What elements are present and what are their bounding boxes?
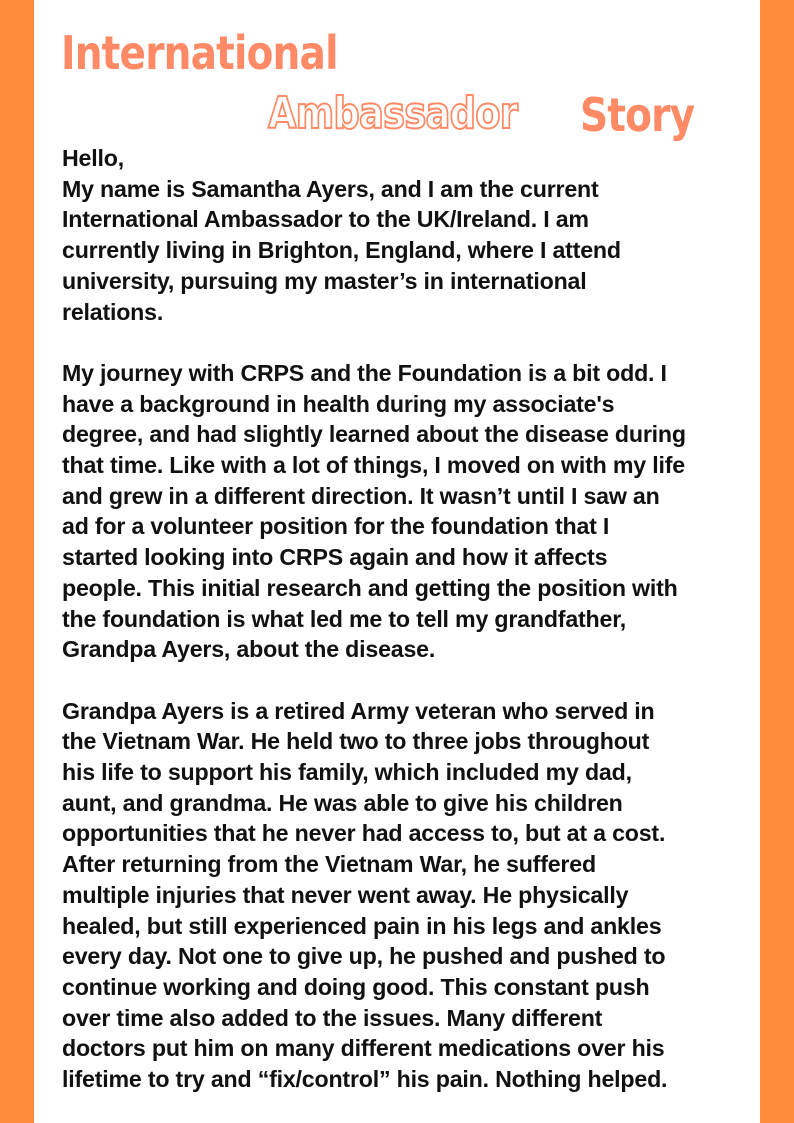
paragraph-journey [62,358,752,665]
text-line: the foundation is what led me to tell my grandfather, [62,605,626,632]
text-line: aunt, and grandma. He was able to give his children [62,789,623,816]
text-line: After returning from the Vietnam War, he suffered [62,851,596,878]
text-line: every day. Not one to give up, he pushed and pushed to [62,943,666,970]
title-ambassador: Ambassador [268,88,518,139]
left-accent-bar [0,0,34,1123]
text-line: over time also added to the issues. Many different [62,1004,603,1031]
title-ambassador-wrapper [268,88,565,139]
text-line: degree, and had slightly learned about the disease during [62,421,686,448]
right-accent-bar [760,0,794,1123]
text-line: relations. [62,298,164,325]
paragraph-spacer [62,327,752,358]
text-line: multiple injuries that never went away. He physically [62,881,629,908]
text-line: started looking into CRPS again and how it affects [62,544,608,571]
text-line: currently living in Brighton, England, where I attend [62,237,621,264]
paragraph-intro [62,143,752,327]
text-line: International Ambassador to the UK/Ireland. I am [62,206,589,233]
text-line: My journey with CRPS and the Foundation is a bit odd. I [62,359,667,386]
text-line: ad for a volunteer position for the foundation that I [62,513,610,540]
text-line: have a background in health during my associate's [62,390,615,417]
story-body [62,143,752,1095]
text-line: and grew in a different direction. It wasn’t until I saw an [62,482,660,509]
text-line: his life to support his family, which included my dad, [62,759,632,786]
text-line: opportunities that he never had access to, but at a cost. [62,820,666,847]
text-line: that time. Like with a lot of things, I moved on with my life [62,452,685,479]
paragraph-spacer [62,665,752,696]
title-story: Story [580,88,695,142]
text-line: university, pursuing my master’s in international [62,267,587,294]
text-line: healed, but still experienced pain in his legs and ankles [62,912,662,939]
text-line: lifetime to try and “fix/control” his pain. Nothing helped. [62,1066,668,1093]
text-line: My name is Samantha Ayers, and I am the current [62,175,599,202]
text-line: doctors put him on many different medications over his [62,1035,665,1062]
text-line: Grandpa Ayers, about the disease. [62,636,436,663]
text-line: continue working and doing good. This constant push [62,973,650,1000]
text-line: people. This initial research and getting the position with [62,574,678,601]
text-line: the Vietnam War. He held two to three jobs throughout [62,728,650,755]
title-international: International [61,26,338,80]
paragraph-grandpa [62,696,752,1095]
text-line: Grandpa Ayers is a retired Army veteran who served in [62,697,655,724]
text-line: Hello, [62,145,124,171]
